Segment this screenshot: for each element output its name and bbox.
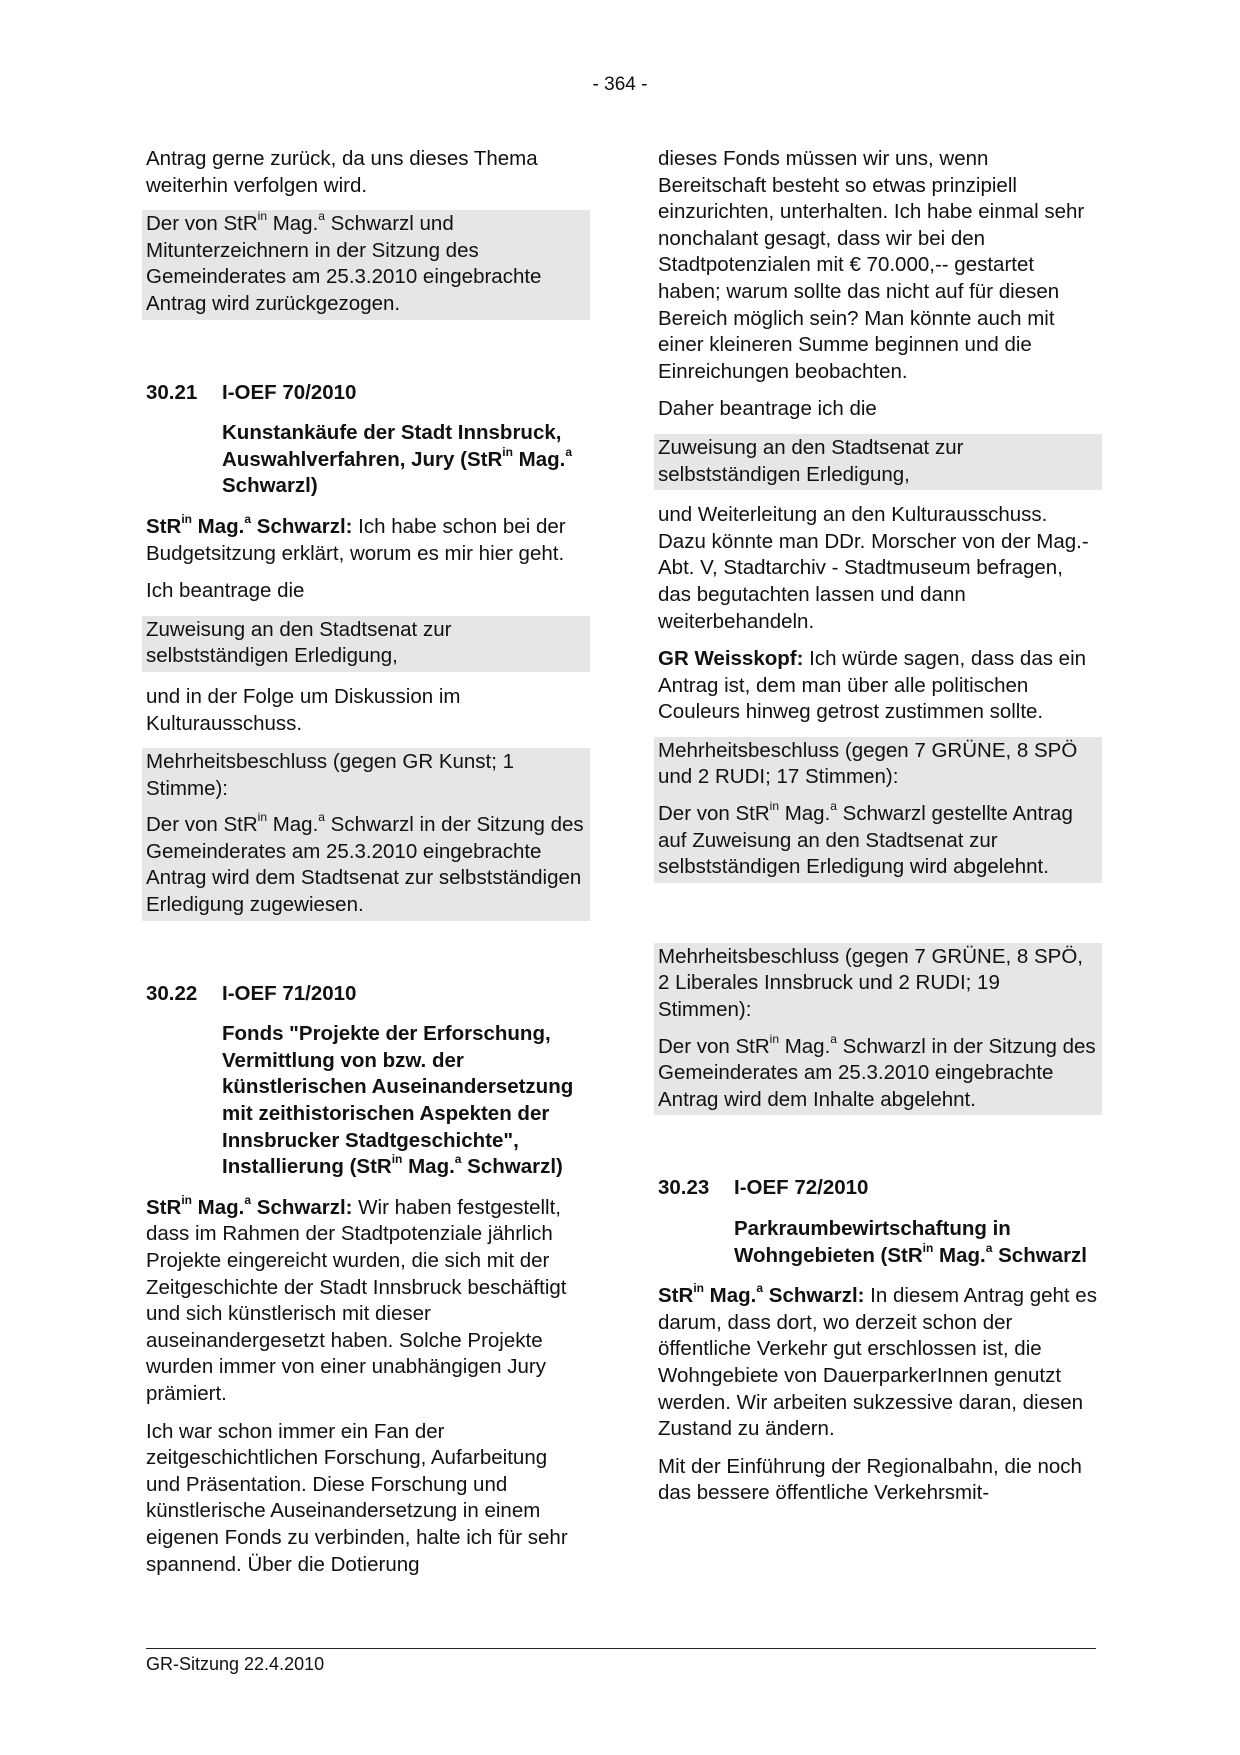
- continued-paragraph: dieses Fonds müssen wir uns, wenn Bereitschaft besteht so etwas prinzipiell einzurichten, unterhalten. Ich habe einmal sehr nonchalant gesagt, dass wir bei den Stadtpotenzialen mit € 70.000,-- gestartet haben; warum sollte das nicht auf für diesen Bereich möglich sein? Man könnte auch mit einer kleineren Summe beginnen und die Einreichungen beobachten.: [658, 147, 1085, 383]
- footer-text: GR-Sitzung 22.4.2010: [146, 1654, 325, 1674]
- footer-rule: [146, 1648, 1096, 1649]
- vote-result-block: [654, 943, 1102, 1116]
- vote-line: Mehrheitsbeschluss (gegen GR Kunst; 1 Stimme):: [146, 750, 515, 800]
- resolution-text: Der von StR$^{in}$ Mag.$^a$ Schwarzl gestellte Antrag auf Zuweisung an den Stadtsenat zur selbstständigen Erledigung wird abgelehnt.: [658, 799, 1073, 879]
- resolution-text: Der von StR$^{in}$ Mag.$^a$ Schwarzl in der Sitzung des Gemeinderates am 25.3.2010 eingebrachte Antrag wird dem Inhalte abgelehnt.: [658, 1031, 1096, 1111]
- request-line: Daher beantrage ich die: [658, 397, 877, 421]
- request-line: Ich beantrage die: [146, 579, 305, 603]
- section-heading-30-23: 30.23 I-OEF 72/2010: [658, 1176, 869, 1200]
- section-title-30-23: Parkraumbewirtschaftung in Wohngebieten (StR$^{in}$ Mag.$^a$ Schwarzl: [734, 1217, 1087, 1267]
- speech-paragraph: StR$^{in}$ Mag.$^a$ Schwarzl: Wir haben festgestellt, dass im Rahmen der Stadtpotenziale jährlich Projekte eingereicht wurden, die sich mit der Zeitgeschichte der Stadt Innsbruck beschäftigt und sich künstlerisch mit dieser auseinandergesetzt haben. Solche Projekte wurden immer von einer unabhängigen Jury prämiert.: [146, 1192, 567, 1405]
- assignment-motion: Zuweisung an den Stadtsenat zur selbstständigen Erledigung,: [654, 434, 1102, 490]
- assignment-motion: Zuweisung an den Stadtsenat zur selbstständigen Erledigung,: [142, 616, 590, 672]
- body-paragraph: Mit der Einführung der Regionalbahn, die noch das bessere öffentliche Verkehrsmit-: [658, 1454, 1082, 1505]
- vote-line: Mehrheitsbeschluss (gegen 7 GRÜNE, 8 SPÖ, 2 Liberales Innsbruck und 2 RUDI; 19 Stimmen):: [658, 944, 1083, 1022]
- forward-paragraph: und Weiterleitung an den Kulturausschuss. Dazu könnte man DDr. Morscher von der Mag.-Abt. V, Stadtarchiv - Stadtmuseum befragen, das begutachten lassen und dann weiterbehandeln.: [658, 503, 1089, 633]
- section-heading-30-21: 30.21 I-OEF 70/2010: [146, 380, 357, 404]
- page-number: - 364 -: [592, 74, 648, 95]
- right-column: [658, 146, 1098, 1518]
- left-column: [146, 146, 586, 1589]
- vote-line: Mehrheitsbeschluss (gegen 7 GRÜNE, 8 SPÖ und 2 RUDI; 17 Stimmen):: [658, 738, 1078, 789]
- followup-paragraph: und in der Folge um Diskussion im Kulturausschuss.: [146, 684, 461, 735]
- withdrawn-resolution: Der von StR$^{in}$ Mag.$^a$ Schwarzl und Mitunterzeichnern in der Sitzung des Gemeinderates am 25.3.2010 eingebrachte Antrag wird zurückgezogen.: [142, 210, 590, 319]
- body-paragraph: Ich war schon immer ein Fan der zeitgeschichtlichen Forschung, Aufarbeitung und Präsentation. Diese Forschung und künstlerische Auseinandersetzung in einem eigenen Fonds zu verbinden, halte ich für sehr spannend. Über die Dotierung: [146, 1419, 568, 1576]
- section-title-30-22: Fonds "Projekte der Erforschung, Vermittlung von bzw. der künstlerischen Auseinandersetzung mit zeithistorischen Aspekten der Innsbrucker Stadtgeschichte", Installierung (StR$^{in}$ Mag.$^a$ Schwarzl): [222, 1022, 574, 1179]
- vote-result-block: [142, 748, 590, 921]
- vote-result-block: [654, 737, 1102, 883]
- intro-paragraph: Antrag gerne zurück, da uns dieses Thema weiterhin verfolgen wird.: [146, 147, 538, 197]
- speech-paragraph: StR$^{in}$ Mag.$^a$ Schwarzl: Ich habe schon bei der Budgetsitzung erklärt, worum es mir hier geht.: [146, 512, 566, 565]
- section-heading-30-22: 30.22 I-OEF 71/2010: [146, 981, 357, 1005]
- resolution-text: Der von StR$^{in}$ Mag.$^a$ Schwarzl in der Sitzung des Gemeinderates am 25.3.2010 eingebrachte Antrag wird dem Stadtsenat zur selbstständigen Erledigung zugewiesen.: [146, 810, 584, 917]
- section-title-30-21: Kunstankäufe der Stadt Innsbruck, Auswahlverfahren, Jury (StR$^{in}$ Mag.$^a$ Schwarzl): [222, 421, 573, 498]
- speech-paragraph: GR Weisskopf: Ich würde sagen, dass das ein Antrag ist, dem man über alle politischen Couleurs hinweg getrost zustimmen sollte.: [658, 647, 1087, 724]
- speech-paragraph: StR$^{in}$ Mag.$^a$ Schwarzl: In diesem Antrag geht es darum, dass dort, wo derzeit schon der öffentliche Verkehr gut erschlossen ist, die Wohngebiete von DauerparkerInnen genutzt werden. Wir arbeiten sukzessive daran, diesen Zustand zu ändern.: [658, 1281, 1097, 1441]
